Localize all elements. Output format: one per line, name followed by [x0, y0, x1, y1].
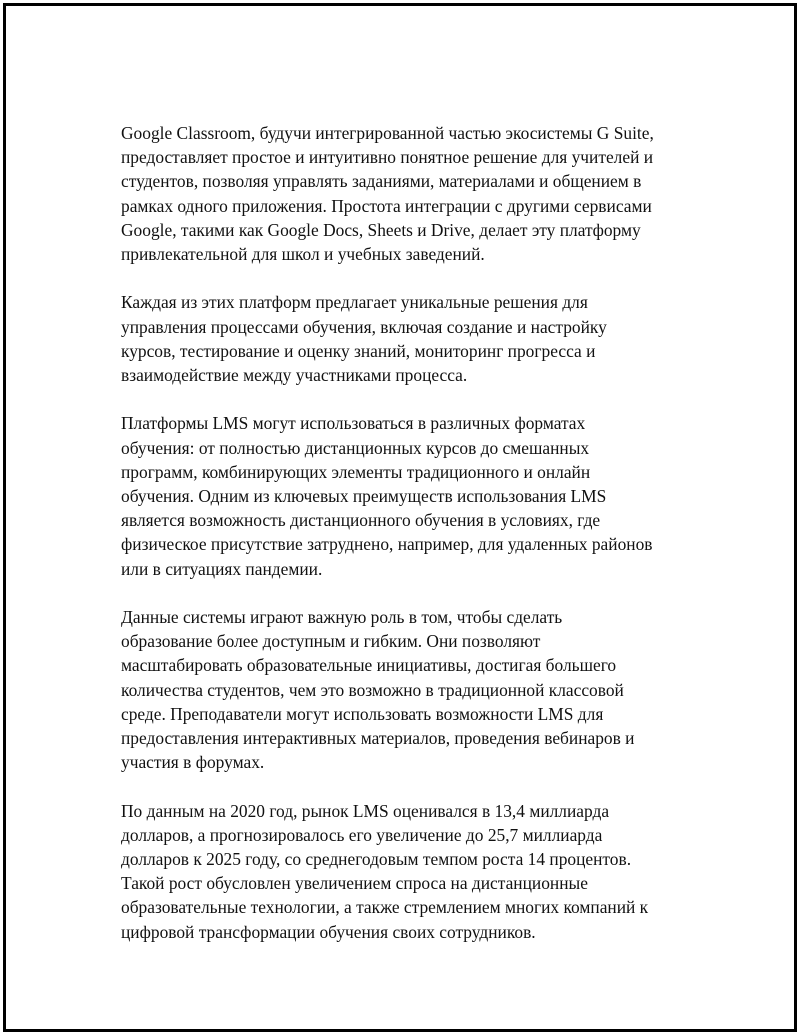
text-line: долларов к 2025 году, со среднегодовым темпом роста 14 процентов. [121, 849, 632, 870]
text-line: цифровой трансформации обучения своих сотрудников. [121, 921, 536, 942]
text-line: привлекательной для школ и учебных заведений. [121, 244, 485, 265]
text-line: Платформы LMS могут использоваться в различных форматах [121, 413, 586, 434]
text-line: По данным на 2020 год, рынок LMS оценивался в 13,4 миллиарда [121, 800, 610, 821]
paragraph-accessibility [121, 605, 701, 774]
text-line: образовательные технологии, а также стремлением многих компаний к [121, 897, 649, 918]
text-line: Google Classroom, будучи интегрированной частью экосистемы G Suite, [121, 123, 654, 143]
text-line: предоставления интерактивных материалов, проведения вебинаров и [121, 728, 635, 749]
text-line: образование более доступным и гибким. Они позволяют [121, 631, 541, 652]
text-line: участия в форумах. [121, 752, 265, 773]
text-line: Google, такими как Google Docs, Sheets и Drive, делает эту платформу [121, 219, 641, 240]
text-line: обучения: от полностью дистанционных курсов до смешанных [121, 437, 590, 458]
text-line: количества студентов, чем это возможно в традиционной классовой [121, 679, 624, 700]
text-line: является возможность дистанционного обучения в условиях, где [121, 510, 601, 531]
text-line: масштабировать образовательные инициативы, достигая большего [121, 655, 617, 676]
paragraph-lms-formats [121, 411, 701, 580]
text-line: курсов, тестирование и оценку знаний, мониторинг прогресса и [121, 340, 596, 361]
paragraph-google-classroom [121, 121, 701, 266]
text-line: Каждая из этих платформ предлагает уникальные решения для [121, 292, 588, 313]
paragraph-platform-solutions [121, 290, 701, 387]
text-line: взаимодействие между участниками процесса. [121, 365, 468, 386]
text-line: обучения. Одним из ключевых преимуществ использования LMS [121, 486, 607, 507]
paragraph-market-size [121, 799, 701, 944]
text-line: или в ситуациях пандемии. [121, 558, 323, 579]
document-body [121, 121, 701, 968]
text-line: физическое присутствие затруднено, например, для удаленных районов [121, 534, 653, 555]
text-line: среде. Преподаватели могут использовать возможности LMS для [121, 703, 604, 724]
text-line: Данные системы играют важную роль в том, чтобы сделать [121, 607, 563, 628]
text-line: программ, комбинирующих элементы традиционного и онлайн [121, 461, 591, 482]
text-line: рамках одного приложения. Простота интеграции с другими сервисами [121, 195, 652, 216]
text-line: управления процессами обучения, включая создание и настройку [121, 316, 607, 337]
text-line: долларов, а прогнозировалось его увеличение до 25,7 миллиарда [121, 824, 603, 845]
text-line: студентов, позволяя управлять заданиями, материалами и общением в [121, 171, 642, 192]
text-line: Такой рост обусловлен увеличением спроса на дистанционные [121, 873, 588, 894]
page-frame [3, 3, 797, 1032]
text-line: предоставляет простое и интуитивно понятное решение для учителей и [121, 147, 654, 168]
